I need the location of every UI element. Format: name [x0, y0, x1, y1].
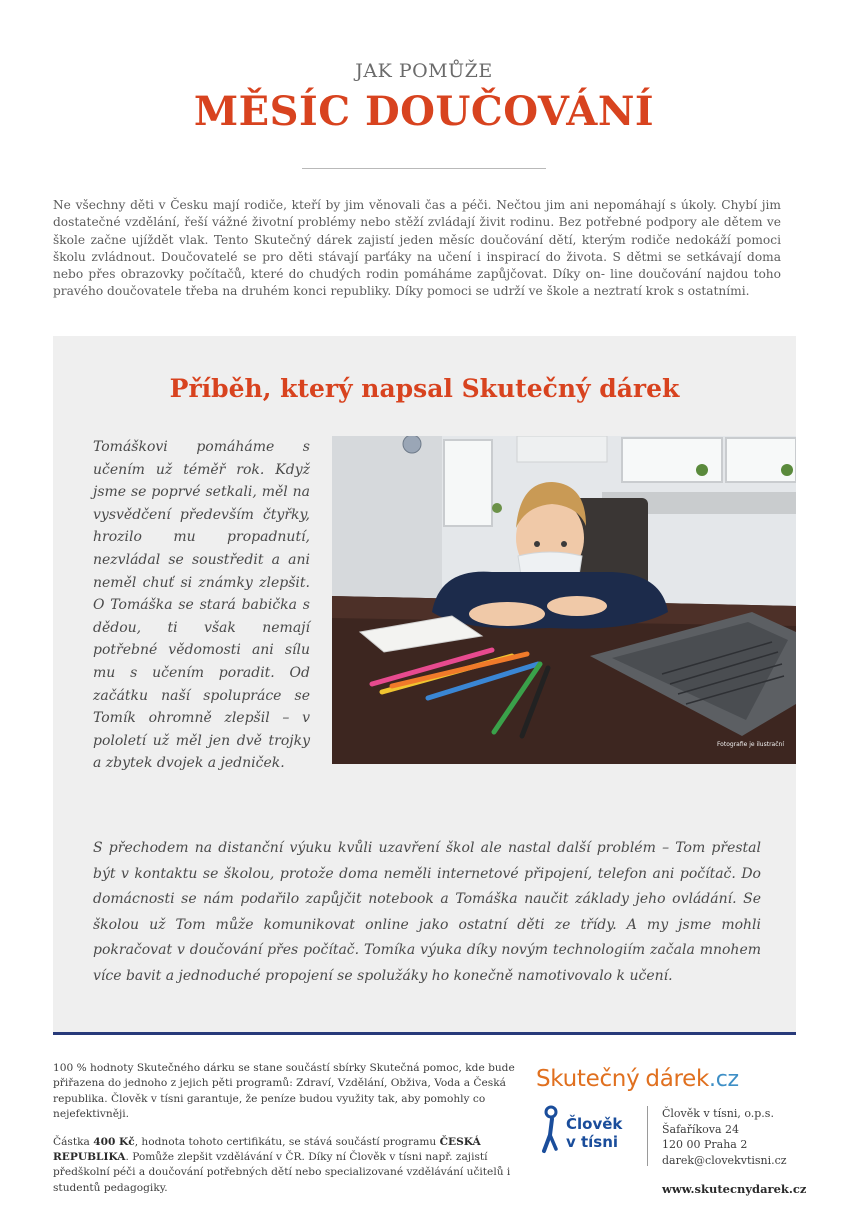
footer-divider: [647, 1106, 648, 1166]
skutecny-darek-logo: Skutečný dárek.cz: [536, 1066, 739, 1092]
certificate-amount: 400 Kč: [93, 1135, 135, 1148]
title-divider: [302, 168, 546, 169]
contact-city: 120 00 Praha 2: [662, 1138, 748, 1151]
program-name: ČESKÁ REPUBLIKA: [53, 1135, 481, 1164]
page-title: MĚSÍC DOUČOVÁNÍ: [193, 88, 655, 135]
footer-info: [53, 1061, 515, 1208]
contact-email[interactable]: darek@clovekvtisni.cz: [662, 1153, 787, 1167]
intro-paragraph: Ne všechny děti v Česku mají rodiče, kteří by jim věnovali čas a péči. Nečtou jim ani nepomáhají s úkoly. Chybí jim dostatečné vzdělání, řeší vážné životní problémy nebo stěží zvládají živit rodinu. Bez potřebné podpory ale dětem ve škole začne ujíždět vlak. Tento Skutečný dárek zajistí jeden měsíc doučování dětí, kterým rodiče nedokáží pomoci školu zvládnout. Doučovatelé se pro děti stávají parťáky na učení i inspirací do života. S dětmi se setkávají doma nebo přes obrazovky počítačů, které do chudých rodin pomáháme zapůjčovat. Díky on- line doučování najdou toho pravého doučovatele třeba na druhém konci republiky. Díky pomoci se udrží ve škole a neztratí krok s ostatními.: [53, 198, 781, 299]
story-photo: [332, 436, 796, 764]
contact-block: [662, 1106, 787, 1168]
page-kicker: JAK POMŮŽE: [355, 60, 493, 82]
contact-street: Šafaříkova 24: [662, 1122, 740, 1136]
photo-caption: Fotografie je ilustrační: [716, 741, 784, 748]
footer-paragraph-1: 100 % hodnoty Skutečného dárku se stane součástí sbírky Skutečná pomoc, kde bude přiřazena do jednoho z jejich pěti programů: Zdraví, Vzdělání, Obživa, Voda a Česká republika. Člověk v tísni garantuje, že peníze budou využity tak, aby pomohly co nejefektivněji.: [53, 1062, 515, 1121]
website-link[interactable]: www.skutecnydarek.cz: [662, 1182, 807, 1196]
story-title: Příběh, který napsal Skutečný dárek: [169, 374, 680, 403]
contact-org: Člověk v tísni, o.p.s.: [662, 1107, 774, 1120]
story-bottom-paragraph: S přechodem na distanční výuku kvůli uzavření škol ale nastal další problém – Tom přestal být v kontaktu se školou, protože doma neměli internetové připojení, telefon ani počítač. Do domácnosti se nám podařilo zapůjčit notebook a Tomáška naučit základy jeho ovládání. Se školou už Tom může komunikovat online jako ostatní děti ze třídy. A my jsme mohli pokračovat v doučování přes počítač. Tomíka výuka díky novým technologiím začala mnohem více bavit a jednoduché propojení se spolužáky ho konečně namotivovalo k učení.: [93, 840, 761, 984]
footer-paragraph-2: Částka 400 Kč, hodnota tohoto certifikátu, se stává součástí programu ČESKÁ REPUBLIKA. Pomůže zlepšit vzdělávání v ČR. Díky ní Člověk v tísni např. zajistí předškolní péči a doučování potřebných dětí nebo specializované vzdělávání učitelů i studentů pedagogiky.: [53, 1135, 511, 1194]
clovek-v-tisni-logo: Člověk v tísni: [540, 1105, 640, 1157]
story-left-paragraph: Tomáškovi pomáháme s učením už téměř rok. Když jsme se poprvé setkali, měl na vysvědčení především čtyřky, hrozilo mu propadnutí, nezvládal se soustředit a ani neměl chuť si známky zlepšit. O Tomáška se stará babička s dědou, ti však nemají potřebné vědomosti ani sílu mu s učením poradit. Od začátku naší spolupráce se Tomík ohromně zlepšil – v pololetí už měl jen dvě trojky a zbytek dvojek a jedniček.: [93, 439, 310, 772]
boy-at-desk-illustration: [332, 436, 796, 764]
person-icon: [540, 1105, 564, 1157]
